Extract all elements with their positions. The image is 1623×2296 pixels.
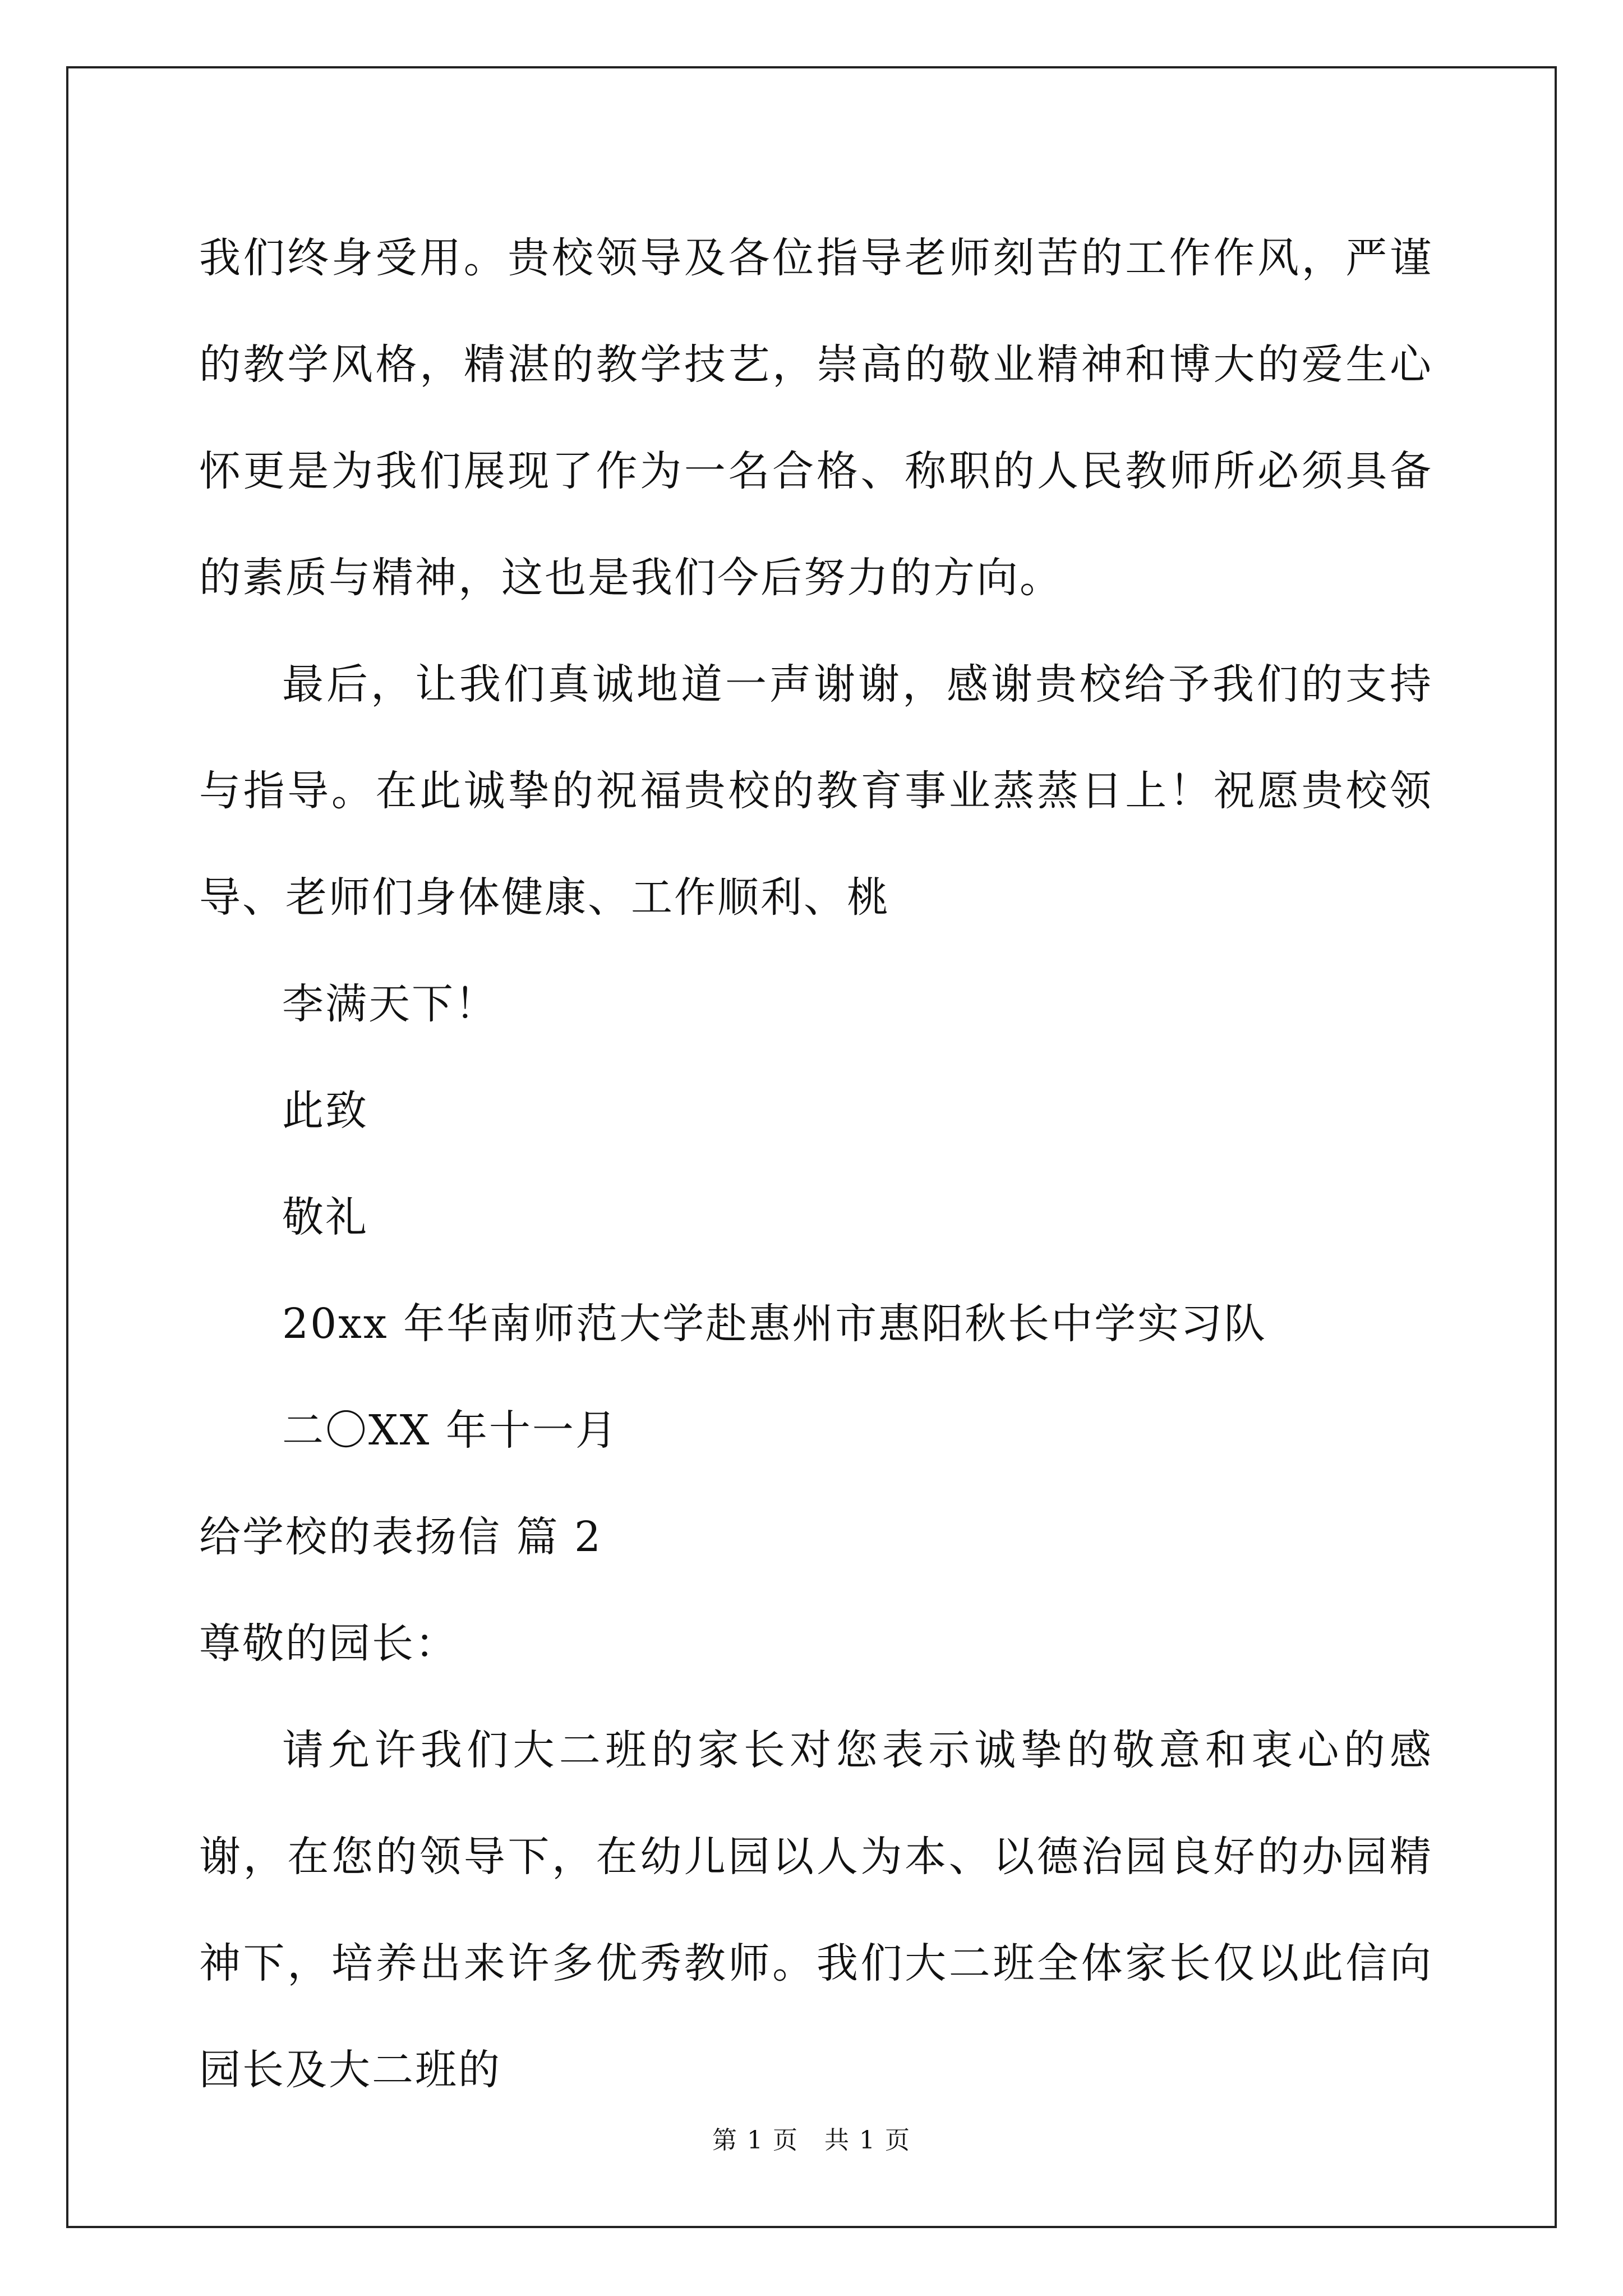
closing-salutation: 此致 [282,1087,368,1135]
paragraph-4: 请允许我们大二班的家长对您表示诚挚的敬意和衷心的感谢，在您的领导下，在幼儿园以人为本、以德治园良好的办园精神下，培养出来许多优秀教师。我们大二班全体家长仅以此信向园长及大二班的 [199,1726,1433,2094]
paragraph-2: 最后，让我们真诚地道一声谢谢，感谢贵校给予我们的支持与指导。在此诚挚的祝福贵校的教育事业蒸蒸日上！祝愿贵校领导、老师们身体健康、工作顺利、桃 [199,660,1433,922]
paragraph-3: 李满天下！ [282,980,498,1028]
salutation: 尊敬的园长： [199,1619,458,1668]
paragraph-1: 我们终身受用。贵校领导及各位指导老师刻苦的工作作风，严谨的教学风格，精湛的教学技艺，崇高的敬业精神和博大的爱生心怀更是为我们展现了作为一名合格、称职的人民教师所必须具备的素质与精神，这也是我们今后努力的方向。 [199,234,1433,602]
signature: 20xx 年华南师范大学赴惠州市惠阳秋长中学实习队 [282,1300,1267,1348]
page-footer: 第 1 页 共 1 页 [712,2126,911,2155]
date-line: 二〇XX 年十一月 [282,1406,619,1455]
section-heading: 给学校的表扬信 篇 2 [199,1513,603,1561]
closing-regards: 敬礼 [282,1193,368,1241]
